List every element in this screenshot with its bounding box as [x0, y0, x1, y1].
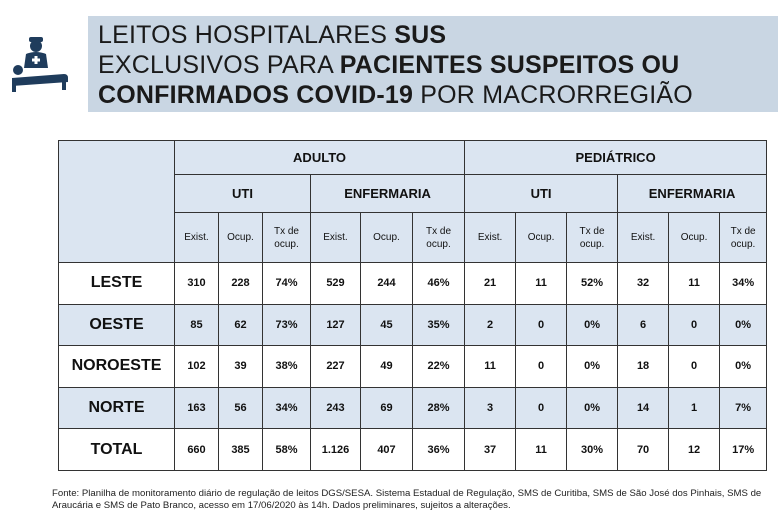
table-cell: 17%	[720, 429, 767, 471]
table-cell: 38%	[263, 346, 311, 388]
group-header-pediatrico: PEDIÁTRICO	[465, 141, 767, 175]
column-header: Tx de ocup.	[263, 213, 311, 263]
table-cell: 46%	[413, 263, 465, 305]
row-label: NOROESTE	[59, 346, 175, 388]
column-header: Ocup.	[516, 213, 567, 263]
hospital-bed-patient-icon	[8, 34, 72, 94]
table-cell: 0	[516, 304, 567, 346]
table-cell: 0%	[567, 346, 618, 388]
table-cell: 58%	[263, 429, 311, 471]
title-line-2: EXCLUSIVOS PARA PACIENTES SUSPEITOS OU	[98, 51, 680, 79]
column-header: Ocup.	[669, 213, 720, 263]
table-cell: 0%	[720, 304, 767, 346]
title-line-3: CONFIRMADOS COVID-19 POR MACRORREGIÃO	[98, 81, 693, 109]
corner-cell	[59, 141, 175, 263]
table-cell: 70	[618, 429, 669, 471]
table-cell: 0	[516, 387, 567, 429]
table-cell: 32	[618, 263, 669, 305]
table-cell: 35%	[413, 304, 465, 346]
table-row	[59, 429, 767, 471]
row-label: NORTE	[59, 387, 175, 429]
table-cell: 28%	[413, 387, 465, 429]
column-header: Tx de ocup.	[413, 213, 465, 263]
row-label: TOTAL	[59, 429, 175, 471]
table-cell: 3	[465, 387, 516, 429]
source-footnote: Fonte: Planilha de monitoramento diário de regulação de leitos DGS/SESA. Sistema Estadual de Regulação, SMS de Curitiba, SMS de São José dos Pinhais, SMS de Araucária e SMS de Pato Branco, acesso em 17/06/2020 às 14h. Dados preliminares, sujeitos a alterações.	[52, 488, 762, 511]
table-cell: 30%	[567, 429, 618, 471]
table-cell: 39	[219, 346, 263, 388]
column-header: Tx de ocup.	[567, 213, 618, 263]
table-cell: 2	[465, 304, 516, 346]
table-cell: 34%	[263, 387, 311, 429]
subgroup-header-adulto-uti: UTI	[175, 175, 311, 213]
table-cell: 11	[669, 263, 720, 305]
table-cell: 1.126	[311, 429, 361, 471]
column-header: Exist.	[465, 213, 516, 263]
table-cell: 21	[465, 263, 516, 305]
subgroup-header-adulto-enfermaria: ENFERMARIA	[311, 175, 465, 213]
table-row	[59, 387, 767, 429]
table-cell: 0	[669, 346, 720, 388]
table-cell: 243	[311, 387, 361, 429]
column-header: Exist.	[175, 213, 219, 263]
title-banner	[88, 16, 778, 112]
table-cell: 36%	[413, 429, 465, 471]
table-cell: 529	[311, 263, 361, 305]
table-cell: 11	[465, 346, 516, 388]
table-cell: 163	[175, 387, 219, 429]
table-cell: 0%	[567, 387, 618, 429]
table-cell: 310	[175, 263, 219, 305]
column-header: Exist.	[618, 213, 669, 263]
table-cell: 52%	[567, 263, 618, 305]
table-cell: 62	[219, 304, 263, 346]
table-cell: 74%	[263, 263, 311, 305]
table-cell: 385	[219, 429, 263, 471]
table-cell: 11	[516, 263, 567, 305]
table-cell: 73%	[263, 304, 311, 346]
table-row	[59, 346, 767, 388]
table-cell: 69	[361, 387, 413, 429]
column-header: Exist.	[311, 213, 361, 263]
table-cell: 228	[219, 263, 263, 305]
table-cell: 34%	[720, 263, 767, 305]
table-cell: 0%	[567, 304, 618, 346]
table-row	[59, 304, 767, 346]
title-line-1: LEITOS HOSPITALARES SUS	[98, 21, 447, 49]
subgroup-header-pediatrico-enfermaria: ENFERMARIA	[618, 175, 767, 213]
table-cell: 14	[618, 387, 669, 429]
table-cell: 0	[669, 304, 720, 346]
table-cell: 127	[311, 304, 361, 346]
row-label: LESTE	[59, 263, 175, 305]
table-cell: 0	[516, 346, 567, 388]
table-cell: 12	[669, 429, 720, 471]
table-cell: 1	[669, 387, 720, 429]
table-row	[59, 263, 767, 305]
table-cell: 45	[361, 304, 413, 346]
group-header-adulto: ADULTO	[175, 141, 465, 175]
row-label: OESTE	[59, 304, 175, 346]
beds-table	[58, 140, 767, 471]
table-cell: 22%	[413, 346, 465, 388]
table-cell: 227	[311, 346, 361, 388]
table-cell: 85	[175, 304, 219, 346]
column-header: Ocup.	[219, 213, 263, 263]
table-cell: 49	[361, 346, 413, 388]
table-cell: 244	[361, 263, 413, 305]
table-cell: 56	[219, 387, 263, 429]
table-cell: 6	[618, 304, 669, 346]
table-cell: 660	[175, 429, 219, 471]
table-cell: 37	[465, 429, 516, 471]
table-cell: 407	[361, 429, 413, 471]
table-cell: 0%	[720, 346, 767, 388]
column-header: Ocup.	[361, 213, 413, 263]
table-cell: 102	[175, 346, 219, 388]
table-cell: 7%	[720, 387, 767, 429]
column-header: Tx de ocup.	[720, 213, 767, 263]
subgroup-header-pediatrico-uti: UTI	[465, 175, 618, 213]
table-cell: 18	[618, 346, 669, 388]
table-cell: 11	[516, 429, 567, 471]
